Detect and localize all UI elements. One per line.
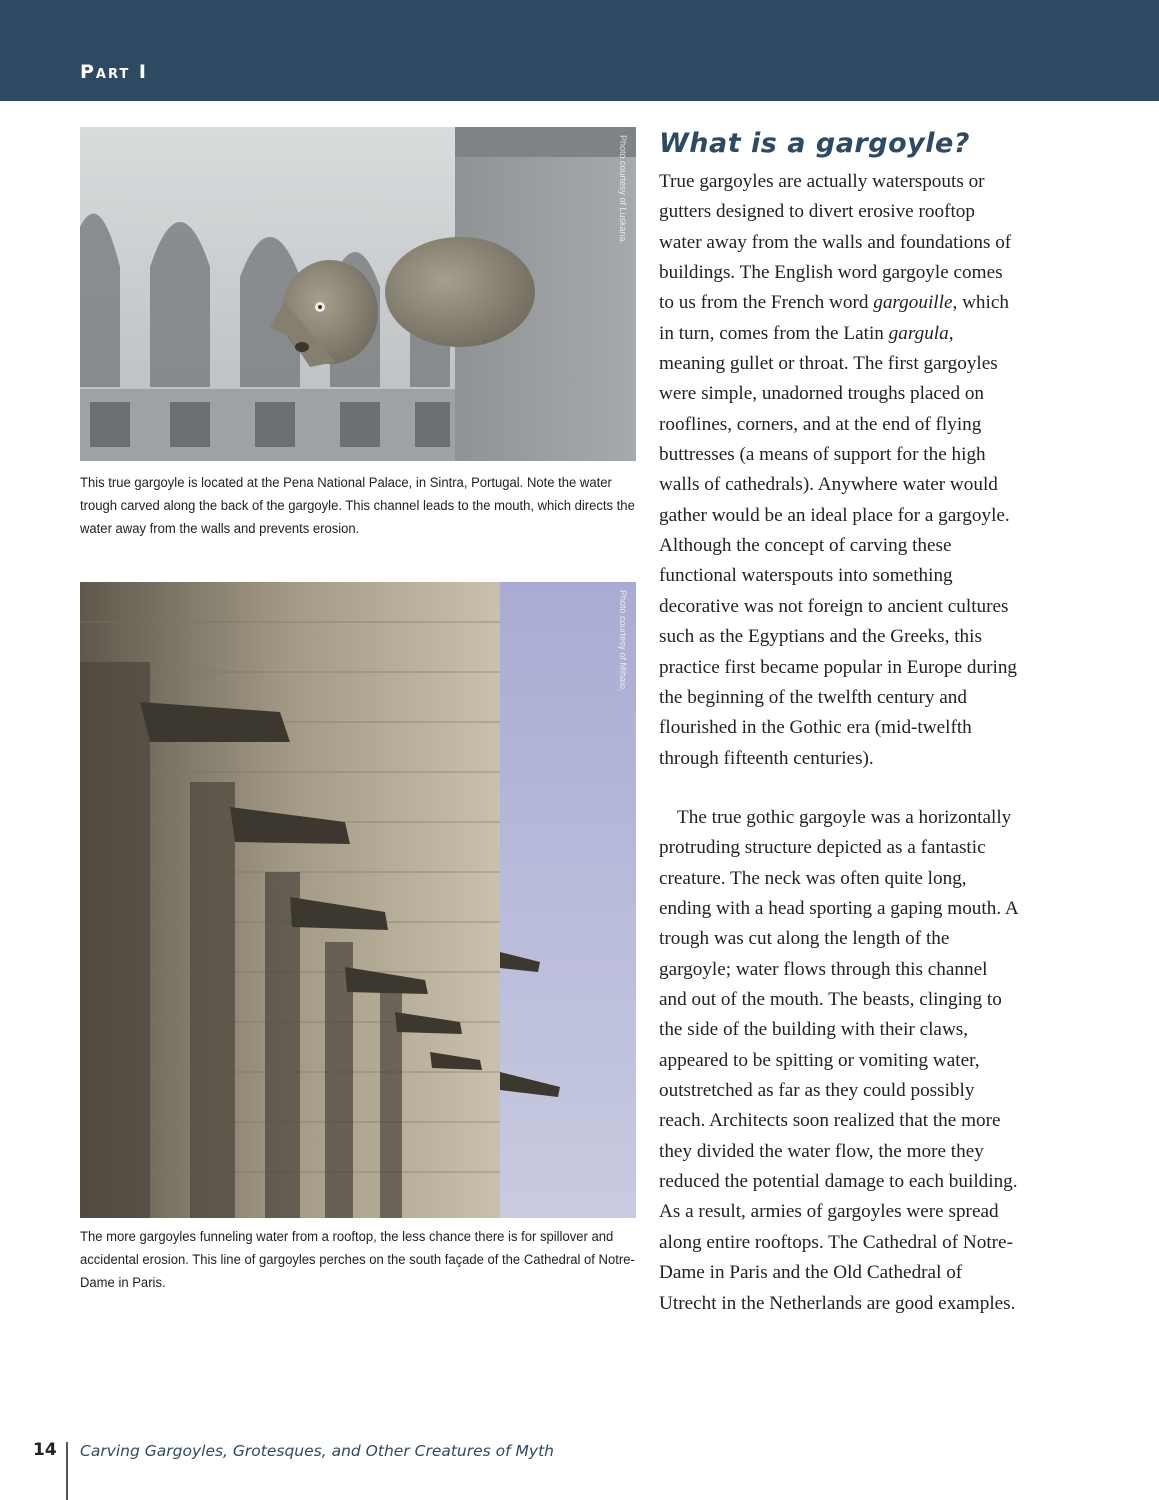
page-number: 14 — [33, 1440, 57, 1460]
book-title: Carving Gargoyles, Grotesques, and Other Creatures of Myth — [80, 1442, 554, 1460]
italic-term: gargula — [888, 322, 949, 344]
header-band — [0, 0, 1159, 101]
italic-term: gargouille — [873, 292, 953, 314]
photo-notre-dame-gargoyles — [80, 582, 636, 1218]
paragraph-text: , meaning gullet or throat. The first gargoyles were simple, unadorned troughs placed on rooflines, corners, and at the end of flying buttresses (a means of support for the high walls of cathedrals). Anywhere water would gather would be an ideal place for a gargoyle. Although the concept of carving these functional waterspouts into something decorative was not foreign to ancient cultures such as the Egyptians and the Greeks, this practice first became popular in Europe during the beginning of the twelfth century and flourished in the Gothic era (mid-twelfth through fifteenth centuries). — [659, 322, 1018, 769]
article-paragraph — [659, 167, 1019, 774]
photo-caption: This true gargoyle is located at the Pena National Palace, in Sintra, Portugal. Note the water trough carved along the back of the gargoyle. This channel leads to the mouth, which directs the water away from the walls and prevents erosion. — [80, 475, 635, 537]
part-label: Part I — [80, 61, 148, 83]
photo-credit: Photo courtesy of Luskana. — [618, 135, 628, 245]
article-heading: What is a gargoyle? — [659, 128, 970, 159]
footer-divider — [66, 1442, 68, 1500]
photo-caption: The more gargoyles funneling water from a rooftop, the less chance there is for spillover and accidental erosion. This line of gargoyles perches on the south façade of the Cathedral of Notre-Dame in Paris. — [80, 1229, 635, 1291]
paragraph-text: True gargoyles are actually waterspouts or gutters designed to divert erosive rooftop water away from the walls and foundations of buildings. The English word gargoyle comes to us from the French word — [659, 171, 1012, 314]
photo-credit: Photo courtesy of Mihaio. — [618, 590, 628, 692]
paragraph-text: , which in turn, comes from the Latin — [659, 292, 1009, 344]
article-paragraph: The true gothic gargoyle was a horizontally protruding structure depicted as a fantastic creature. The neck was often quite long, ending with a head sporting a gaping mouth. A trough was cut along the length of the gargoyle; water flows through this channel and out of the mouth. The beasts, clinging to the side of the building with their claws, appeared to be spitting or vomiting water, outstretched as far as they could possibly reach. Architects soon realized that the more they divided the water flow, the more they reduced the potential damage to each building. As a result, armies of gargoyles were spread along entire rooftops. The Cathedral of Notre-Dame in Paris and the Old Cathedral of Utrecht in the Netherlands are good examples. — [659, 807, 1018, 1314]
photo-pena-gargoyle — [80, 127, 636, 461]
